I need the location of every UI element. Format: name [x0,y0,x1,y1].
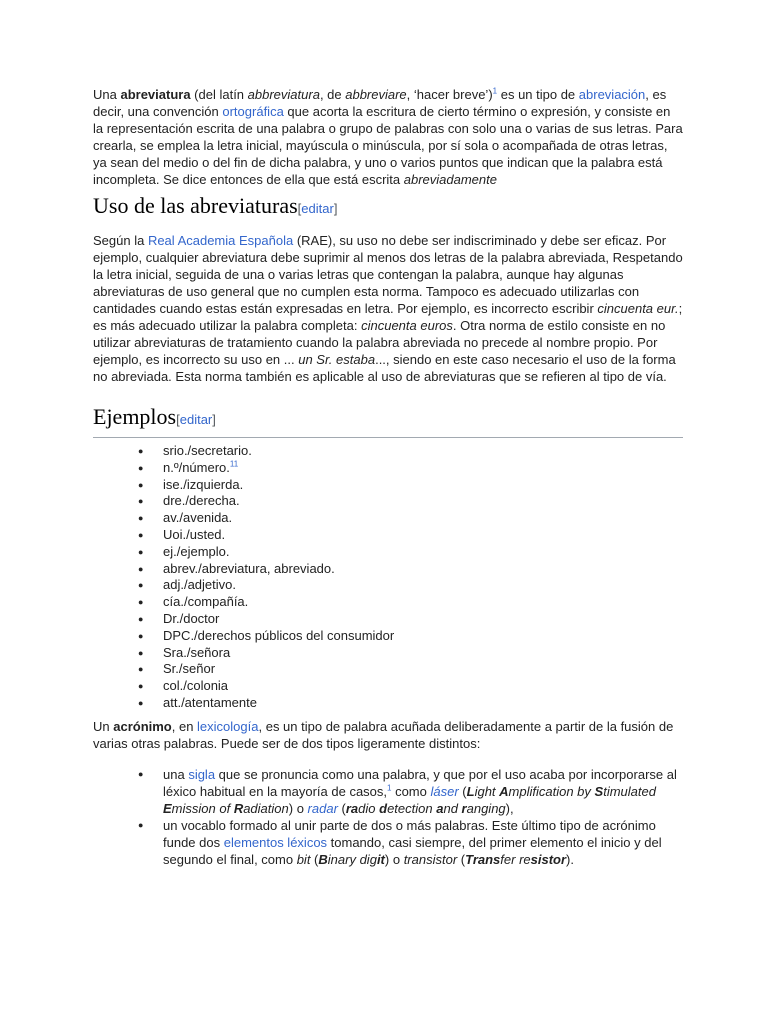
list-item [93,645,683,662]
text: ( [457,851,466,867]
text: ( [458,783,467,799]
list-item [93,561,683,578]
item-text: n.º/número. [163,459,230,475]
section-heading-ejemplos [93,403,683,438]
list-item [93,628,683,645]
item-text: srio./secretario. [163,443,252,458]
link-rae[interactable]: Real Academia Española [147,233,294,248]
text: ight [474,783,500,799]
list-item [93,527,683,544]
text: Un [93,718,114,734]
reference-1[interactable]: 1 [387,783,392,793]
examples-list [93,443,683,712]
list-item [93,493,683,510]
text: mission of [171,800,234,816]
text: , es un tipo de palabra acuñada deliberadamente a partir de la fusión de varias otras palabras. Puede ser de dos tipos ligeramente distintos: [93,718,674,751]
text: como [391,783,431,799]
text: ) o [384,851,404,867]
link-ortografica[interactable]: ortográfica [222,104,284,119]
radar-expansion [346,801,506,816]
term-abreviatura: abreviatura [120,87,191,102]
item-text: col./colonia [163,678,229,694]
text: ..., siendo en este caso necesario el uso de la forma no abreviada. Esta norma también es aplicable al uso de abreviaturas que se refieren al tipo de vía. [93,352,676,384]
text: un vocablo formado al unir parte de dos o más palabras. Este último tipo de acrónimo funde dos [163,817,656,850]
letter: L [466,783,475,799]
list-item-acronimo-fusion [93,817,683,868]
bracket: ] [333,201,338,216]
list-item [93,477,683,494]
list-item [93,661,683,678]
text: . Otra norma de estilo consiste en no utilizar abreviaturas de tratamiento cuando la palabra abreviada no precede al nombre propio. Por ejemplo, es incorrecto su uso en ... [93,318,666,367]
bracket: ] [212,412,216,427]
example-incorrect: cincuenta eur. [597,301,679,316]
text: anging [466,800,506,816]
link-lexicologia[interactable]: lexicología [197,718,259,734]
text: nd [443,800,462,816]
list-item [93,678,683,695]
term-bit: bit [296,851,311,867]
text: ). [566,851,574,867]
text: ), [505,800,514,816]
letter: d [379,800,388,816]
item-text: att./atentamente [163,694,257,710]
term-acronimo: acrónimo [113,718,172,734]
letter: a [436,800,444,816]
heading-text: Uso de las abreviaturas [93,193,298,218]
edit-section-ejemplos [176,412,216,427]
bracket: [ [297,201,302,216]
list-item [93,611,683,628]
bit-expansion [318,852,385,867]
text: ( [310,851,319,867]
text: etection [387,800,437,816]
letter: E [163,800,172,816]
section-heading-uso [93,192,683,223]
intro-paragraph [93,86,683,188]
item-text: abrev./abreviatura, abreviado. [163,560,335,576]
article-content [93,86,683,868]
list-item [93,695,683,712]
term-latin: abbreviatura [247,87,320,102]
edit-link[interactable]: editar [301,201,334,216]
term-transistor: transistor [403,851,458,867]
text: que acorta la escritura de cierto término o expresión, y consiste en la representación escrita de una palabra o grupo de palabras con solo una o varias de sus letras. Para crearla, se emplea la letra inicial, mayúscula o minúscula, por sí sola o acompañada de otras letras, ya sean del medio o del fin de dicha palabra, y uno o varios puntos que indican que la palabra está incompleta. Se dice entonces de ella que está escrita [93,104,683,187]
heading-text: Ejemplos [93,404,177,429]
text: (del latín [190,87,248,102]
item-text: cía./compañía. [163,594,249,610]
list-item [93,594,683,611]
text: dio [358,800,380,816]
link-radar[interactable]: radar [307,800,338,816]
text: , es decir, una convención [93,87,667,119]
term-abreviadamente: abreviadamente [403,172,497,187]
item-text: ise./izquierda. [163,476,244,492]
list-item-sigla [93,766,683,817]
list-item [93,577,683,594]
item-text: adj./adjetivo. [163,577,236,593]
item-text: ej./ejemplo. [163,543,230,559]
edit-section-uso [298,201,338,216]
term-latin: abbreviare [345,87,407,102]
letter: Trans [465,851,501,867]
letter: A [499,783,509,799]
reference-11[interactable]: 11 [229,459,239,469]
text: (RAE), su uso no debe ser indiscriminado y debe ser eficaz. Por ejemplo, cualquier abreviatura debe suprimir al menos dos letras de la palabra abreviada, Respetando la letra inicial, seguida de una o varias letras que contengan la palabra, aunque hay algunas abreviaturas de uso general que no cumplen esta norma. Tampoco es adecuado utilizarlas con cantidades cuando estas están expresadas en letra. Por ejemplo, es incorrecto escribir [93,233,683,316]
text: , ‘hacer breve’) [406,87,493,102]
item-text: Uoi./usted. [163,526,226,542]
letter: R [233,800,244,816]
letter: it [376,851,385,867]
item-text: dre./derecha. [163,493,240,509]
letter: ra [345,800,359,816]
edit-link[interactable]: editar [179,412,213,427]
link-abreviacion[interactable]: abreviación [578,87,646,102]
list-item [93,460,683,477]
item-text: DPC./derechos públicos del consumidor [163,627,395,643]
text: mplification by [508,783,595,799]
text: fer [500,851,520,867]
example-correct: cincuenta euros [361,318,453,333]
text: tomando, casi siempre, del primer elemento el inicio y del segundo el final, como [163,834,662,867]
letter: sistor [530,851,567,867]
list-item [93,510,683,527]
item-text: Sra./señora [163,644,231,660]
text: inary [327,851,360,867]
text: Una [93,87,121,102]
item-text: av./avenida. [163,510,233,526]
item-text: Dr./doctor [163,610,220,626]
text: re [519,851,531,867]
text: ; es más adecuado utilizar la palabra completa: [93,301,683,333]
link-sigla[interactable]: sigla [188,766,216,782]
text: es un tipo de [497,87,579,102]
reference-1[interactable]: 1 [492,86,498,96]
text: adiation [243,800,289,816]
letter: S [594,783,604,799]
transistor-expansion [465,852,566,867]
text: timulated [603,783,656,799]
uso-paragraph [93,232,683,385]
text: ) o [288,800,308,816]
link-elementos-lexicos[interactable]: elementos léxicos [223,834,328,850]
item-text: Sr./señor [163,661,216,677]
list-item [93,544,683,561]
text: que se pronuncia como una palabra, y que por el uso acaba por incorporarse al léxico habitual en la mayoría de casos, [163,766,677,799]
acronym-types-list [93,766,683,868]
text: ( [337,800,346,816]
text: , de [319,87,346,102]
text: dig [359,851,377,867]
bracket: [ [176,412,180,427]
link-laser[interactable]: láser [430,783,459,799]
list-item [93,443,683,460]
text: , en [171,718,198,734]
example-treatment: un Sr. estaba [298,352,376,367]
letter: B [318,851,328,867]
text: Según la [93,233,148,248]
letter: r [461,800,467,816]
text: una [163,766,189,782]
acronimo-paragraph [93,718,683,752]
